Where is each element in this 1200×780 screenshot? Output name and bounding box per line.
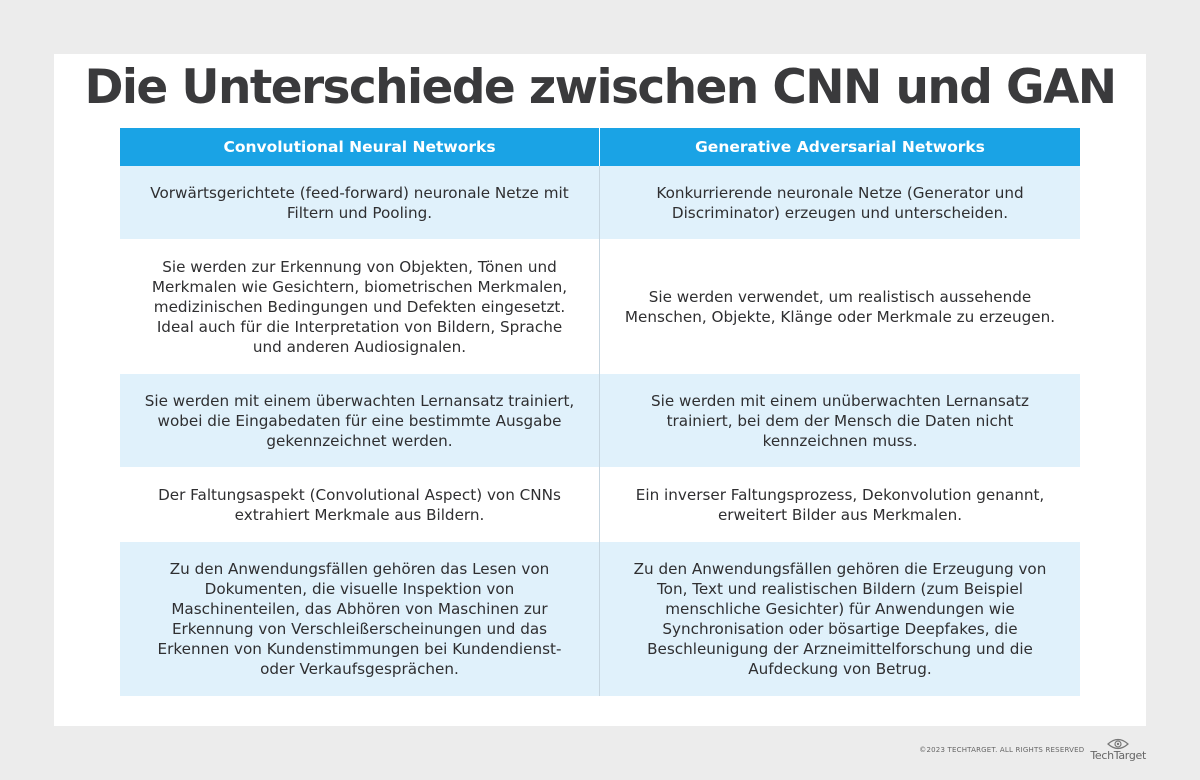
comparison-table: [120, 128, 1080, 696]
copyright-text: ©2023 TECHTARGET. ALL RIGHTS RESERVED: [919, 746, 1085, 754]
cnn-cell: Sie werden mit einem überwachten Lernansatz trainiert, wobei die Eingabedaten für eine bestimmte Ausgabe gekennzeichnet werden.: [120, 374, 600, 467]
gan-cell: Sie werden mit einem unüberwachten Lernansatz trainiert, bei dem der Mensch die Daten nicht kennzeichnen muss.: [600, 374, 1080, 467]
table-row: [120, 239, 1080, 374]
techtarget-logo: [1090, 738, 1146, 762]
table-row: [120, 374, 1080, 467]
cnn-cell: Zu den Anwendungsfällen gehören das Lesen von Dokumenten, die visuelle Inspektion von Maschinenteilen, das Abhören von Maschinen zur Erkennung von Verschleißerscheinungen und das Erkennen von Kundenstimmungen bei Kundendienst- oder Verkaufsgesprächen.: [120, 542, 600, 696]
header-cnn: Convolutional Neural Networks: [120, 128, 600, 166]
cnn-cell: Der Faltungsaspekt (Convolutional Aspect) von CNNs extrahiert Merkmale aus Bildern.: [120, 467, 600, 542]
table-header-row: [120, 128, 1080, 166]
cnn-cell: Sie werden zur Erkennung von Objekten, Tönen und Merkmalen wie Gesichtern, biometrischen Merkmalen, medizinischen Bedingungen und Defekten eingesetzt. Ideal auch für die Interpretation von Bildern, Sprache und anderen Audiosignalen.: [120, 239, 600, 374]
table-row: [120, 542, 1080, 696]
table-row: [120, 166, 1080, 239]
header-gan: Generative Adversarial Networks: [600, 128, 1080, 166]
gan-cell: Ein inverser Faltungsprozess, Dekonvolution genannt, erweitert Bilder aus Merkmalen.: [600, 467, 1080, 542]
gan-cell: Konkurrierende neuronale Netze (Generator und Discriminator) erzeugen und unterscheiden.: [600, 166, 1080, 239]
page-title: Die Unterschiede zwischen CNN und GAN: [84, 60, 1116, 115]
cnn-cell: Vorwärtsgerichtete (feed-forward) neuronale Netze mit Filtern und Pooling.: [120, 166, 600, 239]
gan-cell: Zu den Anwendungsfällen gehören die Erzeugung von Ton, Text und realistischen Bildern (zum Beispiel menschliche Gesichter) für Anwendungen wie Synchronisation oder bösartige Deepfakes, die Beschleunigung der Arzneimittelforschung und die Aufdeckung von Betrug.: [600, 542, 1080, 696]
gan-cell: Sie werden verwendet, um realistisch aussehende Menschen, Objekte, Klänge oder Merkmale zu erzeugen.: [600, 239, 1080, 374]
footer: [919, 738, 1146, 762]
logo-wordmark: TechTarget: [1090, 749, 1146, 762]
table-row: [120, 467, 1080, 542]
